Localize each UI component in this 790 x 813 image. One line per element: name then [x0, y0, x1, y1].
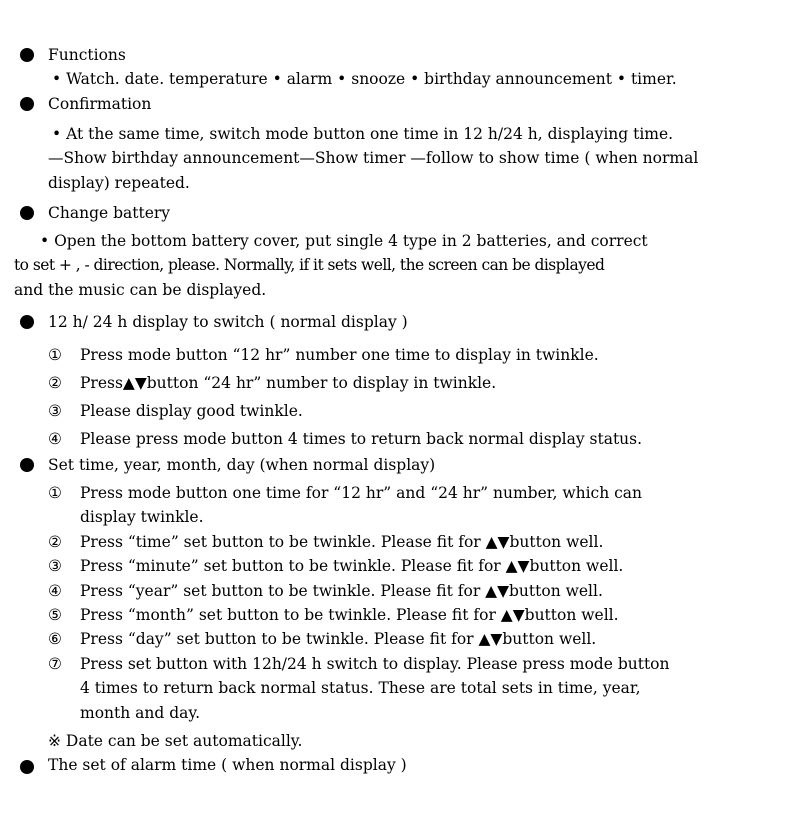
step-text: Press “minute” set button to be twinkle. Please fit for ▲▼button well.: [80, 557, 624, 575]
step-text: Press “year” set button to be twinkle. Please fit for ▲▼button well.: [80, 582, 603, 600]
battery-line-1: • Open the bottom battery cover, put single 4 type in 2 batteries, and correct: [40, 232, 648, 250]
step-text-continued: display twinkle.: [80, 508, 204, 526]
bullet-confirmation: [20, 97, 34, 111]
confirmation-line-1: • At the same time, switch mode button one time in 12 h/24 h, displaying time.: [52, 125, 674, 143]
bullet-change-battery: [20, 206, 34, 220]
bullet-display-switch: [20, 315, 34, 329]
functions-heading: Functions: [48, 46, 126, 64]
alarm-heading: The set of alarm time ( when normal display ): [48, 756, 407, 774]
step-text: Press mode button one time for “12 hr” and “24 hr” number, which can: [80, 484, 643, 502]
set-time-heading: Set time, year, month, day (when normal display): [48, 456, 436, 474]
step-text: Press▲▼button “24 hr” number to display in twinkle.: [80, 374, 497, 392]
step-number: ②: [48, 374, 62, 392]
bullet-functions: [20, 48, 34, 62]
functions-items: • Watch. date. temperature • alarm • snooze • birthday announcement • timer.: [52, 70, 677, 88]
step-text: Please press mode button 4 times to return back normal display status.: [80, 430, 643, 448]
confirmation-heading: Confirmation: [48, 95, 152, 113]
battery-line-3: and the music can be displayed.: [14, 281, 267, 299]
step-text: Please display good twinkle.: [80, 402, 303, 420]
confirmation-line-3: display) repeated.: [48, 174, 190, 192]
step-text-continued: 4 times to return back normal status. These are total sets in time, year,: [80, 679, 641, 697]
step-text-continued: month and day.: [80, 704, 201, 722]
step-text: Press “month” set button to be twinkle. Please fit for ▲▼button well.: [80, 606, 619, 624]
step-number: ④: [48, 582, 62, 600]
step-number: ⑤: [48, 606, 62, 624]
step-number: ⑥: [48, 630, 62, 648]
bullet-set-time: [20, 458, 34, 472]
step-text: Press “day” set button to be twinkle. Please fit for ▲▼button well.: [80, 630, 597, 648]
step-text: Press “time” set button to be twinkle. Please fit for ▲▼button well.: [80, 533, 604, 551]
step-number: ③: [48, 402, 62, 420]
step-number: ①: [48, 346, 62, 364]
confirmation-line-2: —Show birthday announcement—Show timer —follow to show time ( when normal: [48, 149, 699, 167]
bullet-alarm: [20, 760, 34, 774]
step-text: Press mode button “12 hr” number one time to display in twinkle.: [80, 346, 599, 364]
step-number: ③: [48, 557, 62, 575]
step-number: ⑦: [48, 655, 62, 673]
step-number: ④: [48, 430, 62, 448]
step-number: ①: [48, 484, 62, 502]
battery-line-2: to set + , - direction, please. Normally, if it sets well, the screen can be displayed: [14, 256, 605, 274]
step-number: ②: [48, 533, 62, 551]
set-time-note: ※ Date can be set automatically.: [48, 732, 303, 750]
battery-heading: Change battery: [48, 204, 171, 222]
display-switch-heading: 12 h/ 24 h display to switch ( normal display ): [48, 313, 408, 331]
step-text: Press set button with 12h/24 h switch to display. Please press mode button: [80, 655, 670, 673]
